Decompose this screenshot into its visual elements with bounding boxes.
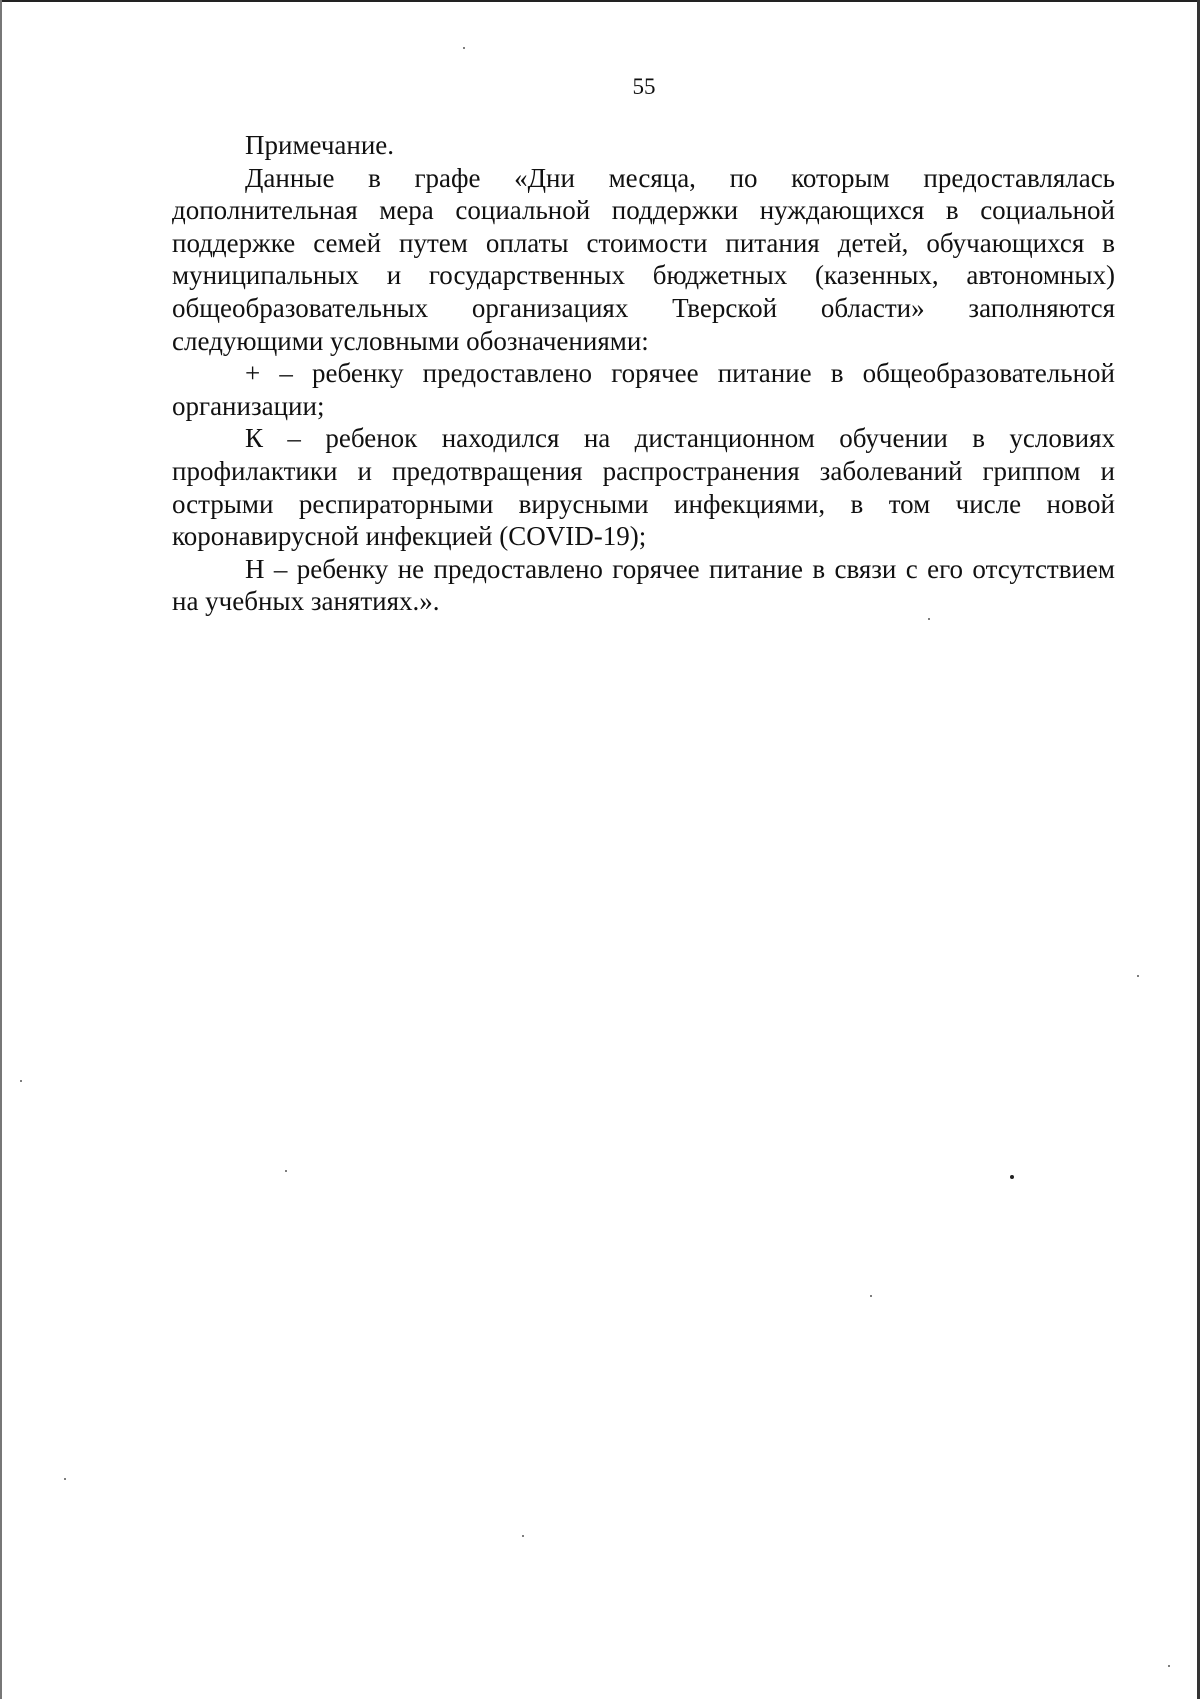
note-heading: Примечание. (245, 130, 395, 160)
scan-speck (870, 1295, 872, 1297)
scan-speck (20, 1080, 22, 1082)
scan-speck (64, 1478, 66, 1480)
scan-speck (1168, 1665, 1170, 1667)
page-number: 55 (632, 74, 656, 99)
note-paragraph-data: Данные в графе «Дни месяца, по которым предоставлялась дополнительная мера социальной поддержки нуждающихся в социальной поддержке семей путем оплаты стоимости питания детей, обучающихся в муниципальных и государственных бюджетных (казенных, автономных) общеобразовательных организациях Тверской области» заполняются следующими условными обозначениями: (172, 162, 1115, 356)
note-paragraph-n: Н – ребенку не предоставлено горячее питание в связи с его отсутствием на учебных занятиях.». (172, 553, 1115, 617)
scan-speck (285, 1170, 287, 1172)
note-paragraph-plus: + – ребенку предоставлено горячее питание в общеобразовательной организации; (172, 358, 1115, 421)
scan-speck (463, 47, 465, 49)
scan-top-edge (0, 0, 1200, 2)
note-body (172, 129, 1115, 618)
scan-speck (1137, 975, 1139, 977)
note-paragraph-k: К – ребенок находился на дистанционном обучении в условиях профилактики и предотвращения распространения заболеваний гриппом и острыми респираторными вирусными инфекциями, в том числе новой коронавирусной инфекцией (COVID-19); (172, 423, 1115, 552)
scan-speck (1010, 1175, 1014, 1179)
scan-speck (928, 618, 930, 620)
scan-left-edge (0, 0, 2, 1699)
scan-speck (522, 1535, 524, 1537)
